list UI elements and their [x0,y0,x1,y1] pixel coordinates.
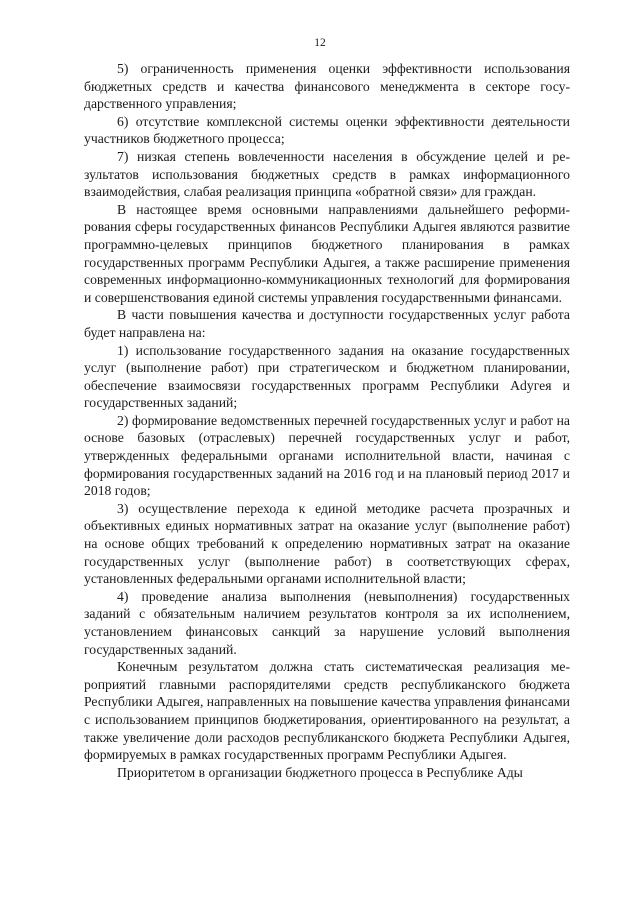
page-number: 12 [314,37,326,49]
paragraph: В настоящее время основными направлениями дальнейшего реформирования сферы государственных финансов Республики Адыгея являются развитие программно-целевых принципов бюджетного планирования в рамках государственных программ Республики Адыгея, а также расширение применения современных информационно-коммуникационных технологий для формирования и совершенствования единой системы управления государственными финансами. [84,201,570,305]
paragraph: 3) осуществление перехода к единой методике расчета прозрачных и объективных единых нормативных затрат на оказание услуг (выполнение работ) на основе общих требований к определению нормативных затрат на оказание государственных услуг (выполнение работ) в соответствующих сферах, установленных федеральными органами исполнительной власти; [84,500,570,587]
paragraph: 7) низкая степень вовлеченности населения в обсуждение целей и результатов использования бюджетных средств в рамках информационного взаимодействия, слабая реализация принципа «обратной связи» для граждан. [84,148,570,200]
paragraph: 5) ограниченность применения оценки эффективности использования бюджетных средств и качества финансового менеджмента в секторе государственного управления; [84,61,570,112]
paragraph: 1) использование государственного задания на оказание государственных услуг (выполнение работ) при стратегическом и бюджетном планировании, обеспечение взаимосвязи государственных программ Республики Adyгея и государственных заданий; [84,342,570,411]
paragraph: В части повышения качества и доступности государственных услуг работа будет направлена на: [84,307,570,340]
paragraph: 6) отсутствие комплексной системы оценки эффективности деятельности участников бюджетного процесса; [84,113,570,147]
paragraph: Приоритетом в организации бюджетного процесса в Республике Ады [117,764,523,780]
paragraph: Конечным результатом должна стать систематическая реализация мероприятий главными распорядителями средств республиканского бюджета Республики Адыгея, направленных на повышение качества управления финансами с использованием принципов бюджетирования, ориентированного на результат, а также увеличение доли расходов республиканского бюджета Республики Адыгея, формируемых в рамках государственных программ Республики Адыгея. [84,659,570,763]
body-text [84,60,570,781]
paragraph: 2) формирование ведомственных перечней государственных услуг и работ на основе базовых (отраслевых) перечней государственных услуг и работ, утвержденных федеральными органами исполнительной власти, начиная с формирования государственных заданий на 2016 год и на плановый период 2017 и 2018 годов; [84,412,570,499]
paragraph: 4) проведение анализа выполнения (невыполнения) государственных заданий с обязательным наличием результатов контроля за их исполнением, установлением финансовых санкций за нарушение условий выполнения государственных заданий. [84,588,570,657]
